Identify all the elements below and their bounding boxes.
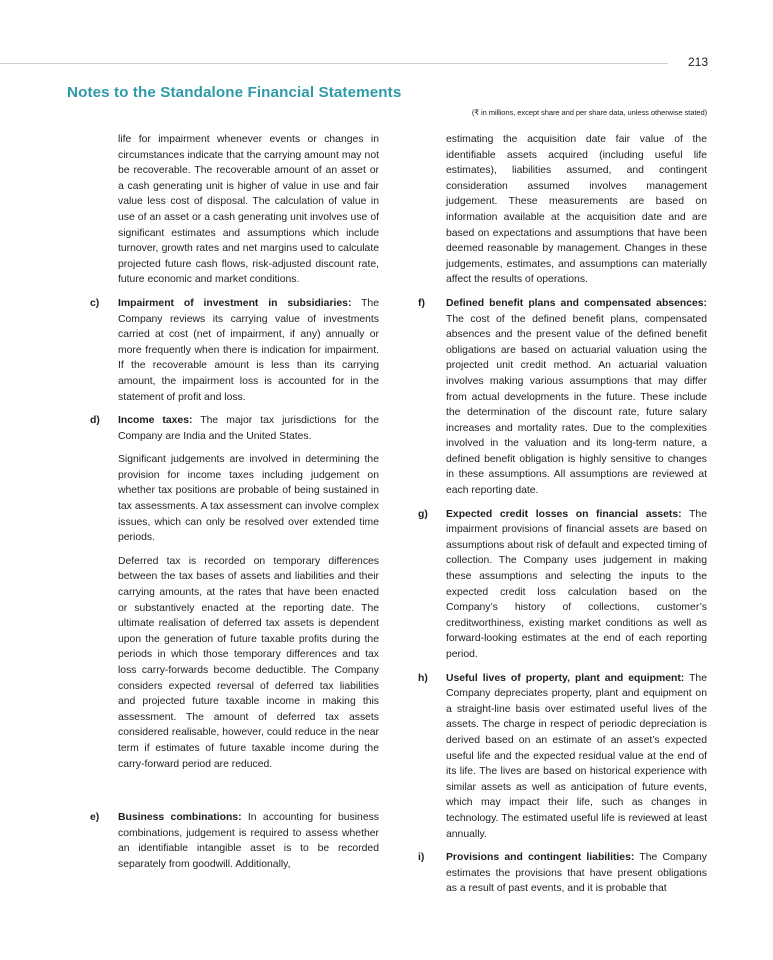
item-letter: d) — [90, 415, 100, 427]
item-body — [446, 671, 707, 843]
item-body — [446, 507, 707, 663]
item-paragraph — [446, 850, 707, 897]
item-text: In accounting for business combinations, judgement is required to assess whether an identifiable intangible asset is to be recorded separately from goodwill. Additionally, — [118, 812, 380, 870]
item-paragraph — [118, 413, 379, 444]
left-column — [90, 132, 379, 881]
item-text: The Company estimates the provisions that have present obligations as a result of past events, and it is probable that — [446, 852, 707, 895]
item-paragraph — [446, 296, 707, 499]
item-paragraph — [446, 507, 707, 663]
item-letter: e) — [90, 812, 100, 824]
note-item-e — [90, 810, 379, 872]
item-body — [118, 413, 379, 772]
item-text: The Company depreciates property, plant and equipment on a straight-line basis over estimated useful lives of the assets. The charge in respect of periodic depreciation is derived based on an estimate of an asset’s expected useful life and the expected residual value at the end of its life. The lives are based on historical experience with similar assets as well as anticipation of future events, which may impact their life, such as changes in technology. The estimated useful life is reviewed at least annually. — [446, 672, 707, 840]
item-heading: Business combinations: — [118, 812, 242, 824]
item-body — [118, 296, 379, 405]
note-item-g — [418, 507, 707, 663]
note-item-h — [418, 671, 707, 843]
note-item-c — [90, 296, 379, 405]
item-paragraph: Deferred tax is recorded on temporary differences between the tax bases of assets and liabilities and their carrying amounts, at the rates that have been enacted or substantively enacted at the reporting date. The ultimate realisation of deferred tax assets is dependent upon the generation of future taxable profits during the periods in which those temporary differences and tax loss carry-forwards become deductible. The Company considers expected reversal of deferred tax liabilities and projected future taxable income in making this assessment. The amount of deferred tax assets considered realisable, however, could reduce in the near term if estimates of future taxable income during the carry-forward period are reduced. — [118, 555, 379, 770]
note-item-f — [418, 296, 707, 499]
item-body — [446, 296, 707, 499]
note-item-i — [418, 850, 707, 897]
item-letter: g) — [418, 508, 428, 520]
item-body — [446, 850, 707, 897]
continuation-paragraph: life for impairment whenever events or changes in circumstances indicate that the carrying amount may not be recoverable. The recoverable amount of an asset or a cash generating unit is higher of value in use and fair value less cost of disposal. The calculation of value in use of an asset or a cash generating unit involves use of significant estimates and assumptions which include turnover, growth rates and net margins used to calculate projected future cash flows, risk-adjusted discount rate, future economic and market conditions. — [118, 134, 379, 286]
item-paragraph — [118, 810, 379, 872]
item-paragraph: Significant judgements are involved in determining the provision for income taxes including judgement on whether tax positions are probable of being sustained in tax assessments. A tax assessment can involve complex issues, which can only be resolved over extended time periods. — [118, 454, 379, 544]
item-letter: h) — [418, 672, 428, 684]
item-heading: Defined benefit plans and compensated absences: — [446, 297, 707, 309]
item-paragraph — [118, 296, 379, 405]
right-column — [418, 132, 707, 905]
header-rule — [0, 63, 668, 64]
item-heading: Expected credit losses on financial assets: — [446, 508, 682, 520]
item-letter: f) — [418, 297, 425, 309]
item-text: The impairment provisions of financial assets are based on assumptions about risk of default and expected timing of collection. The Company uses judgement in making these assumptions and selecting the inputs to the expected credit loss calculation based on the Company’s history of collections, customer’s creditworthiness, existing market conditions as well as forward-looking estimates at the end of each reporting period. — [446, 508, 707, 660]
continuation-paragraph: estimating the acquisition date fair value of the identifiable assets acquired (including useful life estimates), liabilities assumed, and contingent consideration assumed involves management judgement. These measurements are based on information available at the acquisition date and are based on expectations and assumptions that have been deemed reasonable by management. Changes in these judgements, estimates, and assumptions can materially affect the results of operations. — [446, 134, 707, 286]
item-heading: Useful lives of property, plant and equipment: — [446, 672, 685, 684]
item-letter: c) — [90, 297, 100, 309]
item-letter: i) — [418, 852, 425, 864]
item-paragraph — [446, 671, 707, 843]
item-heading: Impairment of investment in subsidiaries: — [118, 297, 352, 309]
item-heading: Provisions and contingent liabilities: — [446, 852, 635, 864]
item-text: The cost of the defined benefit plans, compensated absences and the present value of the defined benefit obligations are based on actuarial valuation using the projected unit credit method. An actuarial valuation involves making various assumptions that may differ from actual developments in the future. These include the determination of the discount rate, future salary increases and mortality rates. Due to the complexities involved in the valuation and its long-term nature, a defined benefit obligation is highly sensitive to changes in these assumptions. All assumptions are reviewed at each reporting date. — [446, 313, 707, 497]
item-text: The major tax jurisdictions for the Company are India and the United States. — [118, 415, 379, 442]
item-heading: Income taxes: — [118, 415, 193, 427]
page-title: Notes to the Standalone Financial Statements — [67, 84, 402, 101]
spacer — [90, 780, 379, 810]
item-text: The Company reviews its carrying value of investments carried at cost (net of impairment, if any) annually or more frequently when there is indication for impairment. If the recoverable amount is less than its carrying amount, the impairment loss is accounted for in the statement of profit and loss. — [118, 297, 379, 403]
page-number: 213 — [687, 55, 708, 69]
currency-note: (₹ in millions, except share and per share data, unless otherwise stated) — [471, 108, 707, 117]
item-body — [118, 810, 379, 872]
note-item-d — [90, 413, 379, 772]
